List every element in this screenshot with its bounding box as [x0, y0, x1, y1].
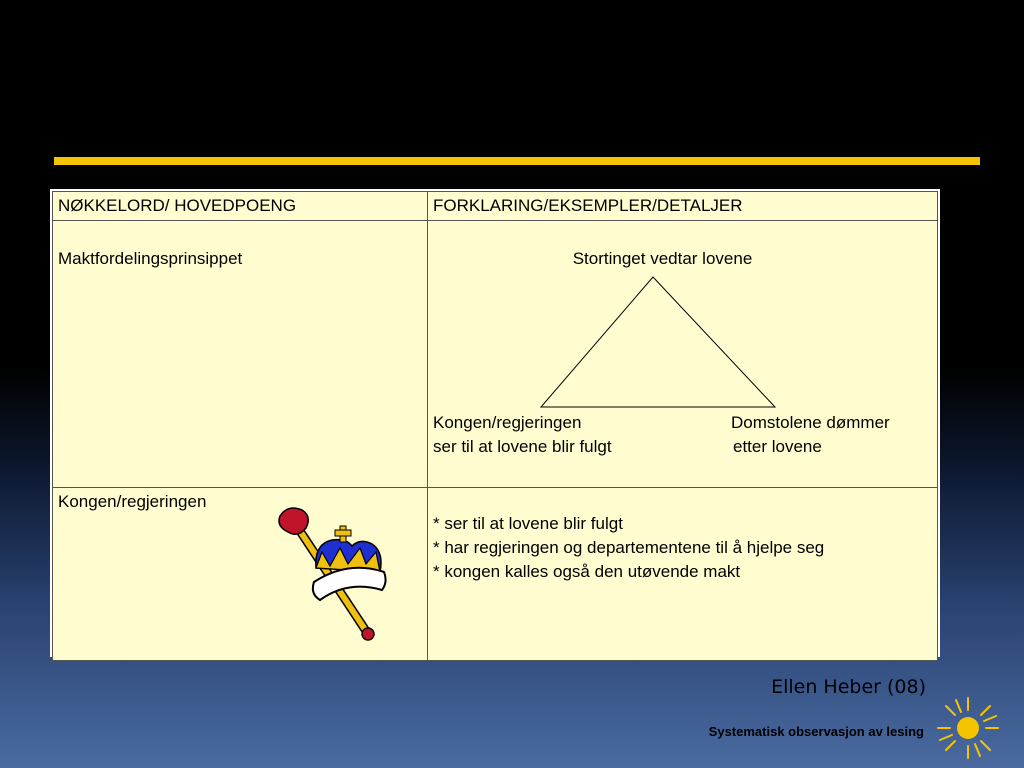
footer-text: Systematisk observasjon av lesing	[708, 724, 924, 739]
list-item: * kongen kalles også den utøvende makt	[433, 562, 741, 581]
row2-explanation	[428, 488, 938, 661]
content-table	[52, 191, 938, 661]
header-explanation: FORKLARING/EKSEMPLER/DETALJER	[428, 192, 938, 221]
triangle-right-label-2: etter lovene	[733, 437, 822, 456]
row1-explanation	[428, 221, 938, 488]
triangle-left-label-1: Kongen/regjeringen	[433, 413, 582, 432]
crown-and-scepter-clipart	[268, 502, 392, 644]
triangle-top-label: Stortinget vedtar lovene	[572, 249, 753, 268]
triangle-right-label-1: Domstolene dømmer	[731, 413, 890, 432]
triangle-bottom-labels	[433, 411, 932, 459]
list-item: * ser til at lovene blir fulgt	[433, 514, 623, 533]
triangle-left-label-2: ser til at lovene blir fulgt	[433, 437, 612, 456]
row1-keyword	[53, 221, 428, 488]
keyword-text: Maktfordelingsprinsippet	[58, 249, 243, 268]
row2-keyword: Kongen/regjeringen	[53, 488, 428, 661]
list-item: * har regjeringen og departementene til å hjelpe seg	[433, 538, 825, 557]
title-underline-bar	[54, 157, 980, 165]
table-header-row	[53, 192, 938, 221]
content-table-frame	[50, 189, 940, 657]
header-keyword: NØKKELORD/ HOVEDPOENG	[53, 192, 428, 221]
triangle-shape	[541, 277, 775, 407]
crown-icon	[313, 526, 386, 600]
sun-icon	[936, 696, 1000, 760]
table-row	[53, 488, 938, 661]
table-row	[53, 221, 938, 488]
author-credit: Ellen Heber (08)	[771, 676, 926, 698]
power-triangle-diagram	[539, 275, 779, 409]
